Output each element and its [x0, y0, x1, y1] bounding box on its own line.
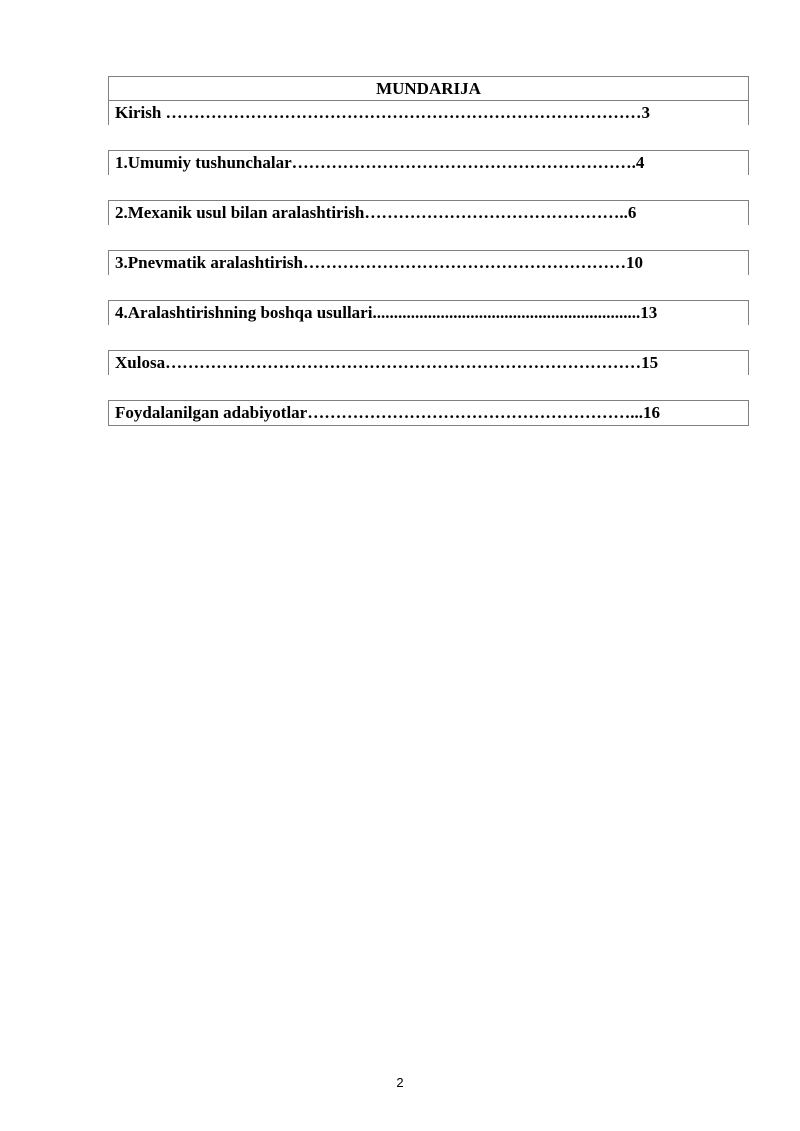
toc-spacer	[108, 175, 749, 200]
toc-entry-adabiyotlar: Foydalanilgan adabiyotlar…………………………………………………...16	[108, 400, 749, 426]
toc-spacer	[108, 375, 749, 400]
table-of-contents	[108, 76, 749, 426]
toc-spacer	[108, 125, 749, 150]
toc-entry-xulosa: Xulosa…………………………………………………………………………15	[108, 350, 749, 375]
toc-spacer	[108, 275, 749, 300]
toc-spacer	[108, 225, 749, 250]
toc-entry-kirish: Kirish …………………………………………………………………………3	[108, 100, 749, 125]
toc-entry-pnevmatik: 3.Pnevmatik aralashtirish…………………………………………………10	[108, 250, 749, 275]
page-number: 2	[396, 1075, 404, 1090]
toc-entry-mexanik-usul: 2.Mexanik usul bilan aralashtirish………………………………………..6	[108, 200, 749, 225]
toc-spacer	[108, 325, 749, 350]
toc-entry-umumiy-tushunchalar: 1.Umumiy tushunchalar…………………………………………………….4	[108, 150, 749, 175]
toc-entry-boshqa-usullari: 4.Aralashtirishning boshqa usullari...............................................................13	[108, 300, 749, 325]
toc-title: MUNDARIJA	[108, 76, 749, 100]
